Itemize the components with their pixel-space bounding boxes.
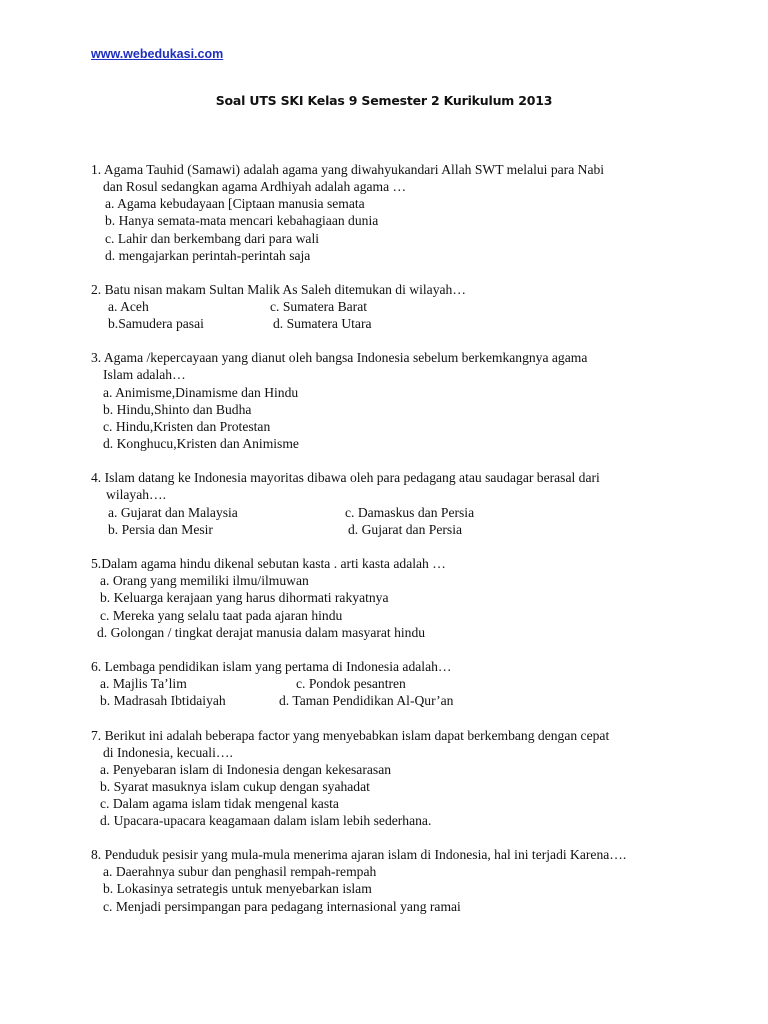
question-1-option-b: b. Hanya semata-mata mencari kebahagiaan dunia bbox=[105, 213, 379, 228]
question-5-option-c: c. Mereka yang selalu taat pada ajaran hindu bbox=[100, 608, 343, 623]
question-4-stem-line-2: wilayah…. bbox=[106, 487, 167, 502]
question-6-option-b: b. Madrasah Ibtidaiyah bbox=[100, 693, 226, 708]
question-2-option-b: b.Samudera pasai bbox=[108, 316, 204, 331]
question-8-option-a: a. Daerahnya subur dan penghasil rempah-rempah bbox=[103, 864, 377, 879]
question-2-stem-line-1: 2. Batu nisan makam Sultan Malik As Saleh ditemukan di wilayah… bbox=[91, 282, 466, 297]
question-3-option-a: a. Animisme,Dinamisme dan Hindu bbox=[103, 385, 299, 400]
question-6-option-a: a. Majlis Ta’lim bbox=[100, 676, 187, 691]
question-1-option-d: d. mengajarkan perintah-perintah saja bbox=[105, 248, 311, 263]
question-7-stem-line-2: di Indonesia, kecuali…. bbox=[103, 745, 233, 760]
question-3-stem-line-2: Islam adalah… bbox=[103, 367, 186, 382]
question-1-stem-line-1: 1. Agama Tauhid (Samawi) adalah agama yang diwahyukandari Allah SWT melalui para Nabi bbox=[91, 162, 605, 177]
question-7-option-d: d. Upacara-upacara keagamaan dalam islam lebih sederhana. bbox=[100, 813, 432, 828]
question-8-option-c: c. Menjadi persimpangan para pedagang internasional yang ramai bbox=[103, 899, 461, 914]
question-7-stem-line-1: 7. Berikut ini adalah beberapa factor yang menyebabkan islam dapat berkembang dengan cepat bbox=[91, 728, 610, 743]
question-5-option-a: a. Orang yang memiliki ilmu/ilmuwan bbox=[100, 573, 309, 588]
document-title: Soal UTS SKI Kelas 9 Semester 2 Kurikulum 2013 bbox=[215, 93, 553, 108]
question-6-option-c: c. Pondok pesantren bbox=[296, 676, 406, 691]
question-6-stem-line-1: 6. Lembaga pendidikan islam yang pertama di Indonesia adalah… bbox=[91, 659, 452, 674]
question-4-stem-line-1: 4. Islam datang ke Indonesia mayoritas dibawa oleh para pedagang atau saudagar berasal dari bbox=[91, 470, 600, 485]
question-3-option-b: b. Hindu,Shinto dan Budha bbox=[103, 402, 252, 417]
question-1-option-a: a. Agama kebudayaan [Ciptaan manusia semata bbox=[105, 196, 365, 211]
question-2-option-c: c. Sumatera Barat bbox=[270, 299, 368, 314]
question-8-stem-line-1: 8. Penduduk pesisir yang mula-mula menerima ajaran islam di Indonesia, hal ini terjadi Karena…. bbox=[91, 847, 627, 862]
question-6-option-d: d. Taman Pendidikan Al-Qur’an bbox=[279, 693, 454, 708]
question-1-option-c: c. Lahir dan berkembang dari para wali bbox=[105, 231, 320, 246]
question-5-option-d: d. Golongan / tingkat derajat manusia dalam masyarat hindu bbox=[97, 625, 426, 640]
question-4-option-c: c. Damaskus dan Persia bbox=[345, 505, 475, 520]
question-2-option-d: d. Sumatera Utara bbox=[273, 316, 372, 331]
question-2-option-a: a. Aceh bbox=[108, 299, 149, 314]
question-7-option-c: c. Dalam agama islam tidak mengenal kasta bbox=[100, 796, 339, 811]
question-3-option-c: c. Hindu,Kristen dan Protestan bbox=[103, 419, 271, 434]
question-7-option-b: b. Syarat masuknya islam cukup dengan syahadat bbox=[100, 779, 370, 794]
question-5-stem-line-1: 5.Dalam agama hindu dikenal sebutan kasta . arti kasta adalah … bbox=[91, 556, 446, 571]
question-8-option-b: b. Lokasinya setrategis untuk menyebarkan islam bbox=[103, 881, 372, 896]
website-link[interactable]: www.webedukasi.com bbox=[91, 47, 224, 61]
question-4-option-a: a. Gujarat dan Malaysia bbox=[108, 505, 238, 520]
question-4-option-d: d. Gujarat dan Persia bbox=[348, 522, 463, 537]
question-7-option-a: a. Penyebaran islam di Indonesia dengan kekesarasan bbox=[100, 762, 392, 777]
question-1-stem-line-2: dan Rosul sedangkan agama Ardhiyah adalah agama … bbox=[103, 179, 407, 194]
question-3-option-d: d. Konghucu,Kristen dan Animisme bbox=[103, 436, 299, 451]
question-3-stem-line-1: 3. Agama /kepercayaan yang dianut oleh bangsa Indonesia sebelum berkemkangnya agama bbox=[91, 350, 588, 365]
question-4-option-b: b. Persia dan Mesir bbox=[108, 522, 213, 537]
question-5-option-b: b. Keluarga kerajaan yang harus dihormati rakyatnya bbox=[100, 590, 389, 605]
